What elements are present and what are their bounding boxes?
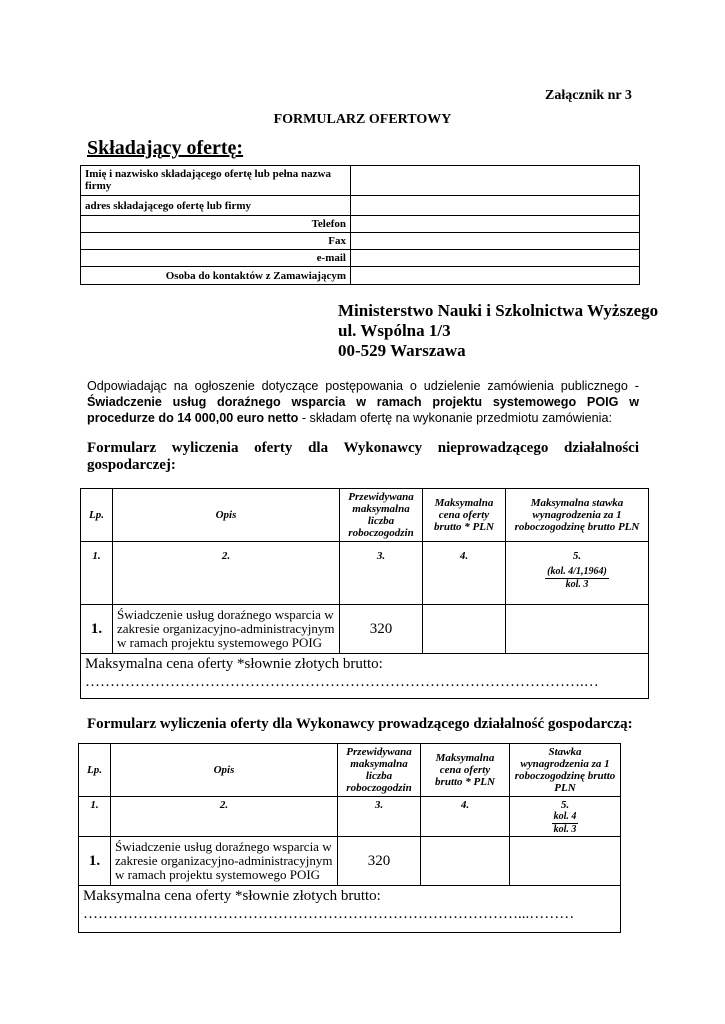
table-header-row — [79, 744, 621, 797]
row-rate-input[interactable] — [510, 837, 621, 886]
price-in-words-label: Maksymalna cena oferty *słownie złotych brutto: — [85, 656, 383, 672]
row-price-input[interactable] — [423, 605, 506, 654]
submitter-row — [81, 166, 640, 196]
col-desc-header: Opis — [111, 744, 338, 797]
intro-subject: Świadczenie usług doraźnego wsparcia w ramach projektu systemowego POIG w procedurze do 14 000,00 euro netto — [87, 395, 639, 425]
col-num-4: 4. — [423, 542, 506, 605]
formula-denominator: kol. 3 — [553, 824, 577, 835]
email-field[interactable] — [351, 250, 640, 267]
col-price-header: Maksymalna cena oferty brutto * PLN — [423, 489, 506, 542]
price-in-words-cell[interactable] — [81, 654, 649, 699]
row-description: Świadczenie usług doraźnego wsparcia w zakresie organizacyjno-administracyjnym w ramach projektu systemowego POIG — [111, 837, 338, 886]
col-hours-header: Przewidywana maksymalna liczba roboczogodzin — [338, 744, 421, 797]
fax-label: Fax — [81, 233, 351, 250]
recipient-city: 00-529 Warszawa — [338, 341, 466, 360]
form-title: FORMULARZ OFERTOWY — [273, 112, 452, 127]
submitter-row — [81, 233, 640, 250]
col-num-1: 1. — [81, 542, 113, 605]
row-hours: 320 — [340, 605, 423, 654]
table-row — [81, 605, 649, 654]
col-num-3: 3. — [340, 542, 423, 605]
submitter-row — [81, 250, 640, 267]
contact-label: Osoba do kontaktów z Zamawiającym — [81, 267, 351, 285]
col-desc-header: Opis — [113, 489, 340, 542]
name-field[interactable] — [351, 166, 640, 196]
col-num-3: 3. — [338, 797, 421, 837]
row-hours: 320 — [338, 837, 421, 886]
offer-table-business — [78, 743, 621, 933]
table-footer-row — [81, 654, 649, 699]
address-label: adres składającego ofertę lub firmy — [81, 196, 351, 216]
section2-heading: Formularz wyliczenia oferty dla Wykonawcy prowadzącego działalność gospodarczą: — [87, 716, 633, 732]
table-number-row — [81, 542, 649, 605]
address-field[interactable] — [351, 196, 640, 216]
intro-text: Odpowiadając na ogłoszenie dotyczące postępowania o udzielenie zamówienia publicznego - — [87, 379, 639, 393]
submitter-row — [81, 216, 640, 233]
recipient-street: ul. Wspólna 1/3 — [338, 321, 451, 340]
table-header-row — [81, 489, 649, 542]
submitter-row — [81, 267, 640, 285]
price-in-words-label: Maksymalna cena oferty *słownie złotych brutto: — [83, 888, 381, 904]
col-rate-header: Maksymalna stawka wynagrodzenia za 1 roboczogodzinę brutto PLN — [506, 489, 649, 542]
price-in-words-dots: ……………………………………………………………………………...……… — [83, 906, 575, 922]
rate-formula — [552, 811, 579, 836]
table-number-row — [79, 797, 621, 837]
formula-numerator: (kol. 4/1,1964) — [547, 566, 607, 577]
rate-formula — [545, 566, 609, 591]
col-price-header: Maksymalna cena oferty brutto * PLN — [421, 744, 510, 797]
price-in-words-cell[interactable] — [79, 886, 621, 933]
recipient-block — [338, 301, 658, 361]
row-description: Świadczenie usług doraźnego wsparcia w zakresie organizacyjno-administracyjnym w ramach projektu systemowego POIG — [113, 605, 340, 654]
submitter-table — [80, 165, 640, 285]
col-num-4: 4. — [421, 797, 510, 837]
phone-label: Telefon — [81, 216, 351, 233]
row-rate-input[interactable] — [506, 605, 649, 654]
name-label: Imię i nazwisko składającego ofertę lub pełna nazwa firmy — [81, 166, 351, 196]
attachment-label: Załącznik nr 3 — [545, 88, 632, 103]
email-label: e-mail — [81, 250, 351, 267]
col-num-5-cell — [510, 797, 621, 837]
col-num-1: 1. — [79, 797, 111, 837]
intro-paragraph — [87, 378, 639, 426]
row-price-input[interactable] — [421, 837, 510, 886]
row-lp: 1. — [81, 605, 113, 654]
recipient-name: Ministerstwo Nauki i Szkolnictwa Wyższego — [338, 301, 659, 320]
phone-field[interactable] — [351, 216, 640, 233]
offer-table-nonbusiness — [80, 488, 649, 699]
col-num-2: 2. — [111, 797, 338, 837]
table-footer-row — [79, 886, 621, 933]
price-in-words-dots: ……………………………………………………………………………………….… — [85, 674, 599, 690]
col-lp-header: Lp. — [81, 489, 113, 542]
col-num-2: 2. — [113, 542, 340, 605]
fax-field[interactable] — [351, 233, 640, 250]
col-num-5: 5. — [560, 799, 570, 811]
section1-heading: Formularz wyliczenia oferty dla Wykonawcy nieprowadzącego działalności gospodarczej: — [87, 440, 639, 473]
col-num-5-cell — [506, 542, 649, 605]
intro-text-end: - składam ofertę na wykonanie przedmiotu zamówienia: — [298, 411, 612, 425]
contact-field[interactable] — [351, 267, 640, 285]
submitter-row — [81, 196, 640, 216]
col-num-5: 5. — [572, 550, 582, 562]
formula-denominator: kol. 3 — [565, 579, 589, 590]
col-rate-header: Stawka wynagrodzenia za 1 roboczogodzinę brutto PLN — [510, 744, 621, 797]
submitter-heading: Składający ofertę: — [87, 137, 244, 159]
table-row — [79, 837, 621, 886]
col-lp-header: Lp. — [79, 744, 111, 797]
col-hours-header: Przewidywana maksymalna liczba roboczogodzin — [340, 489, 423, 542]
formula-numerator: kol. 4 — [553, 811, 577, 822]
row-lp: 1. — [79, 837, 111, 886]
